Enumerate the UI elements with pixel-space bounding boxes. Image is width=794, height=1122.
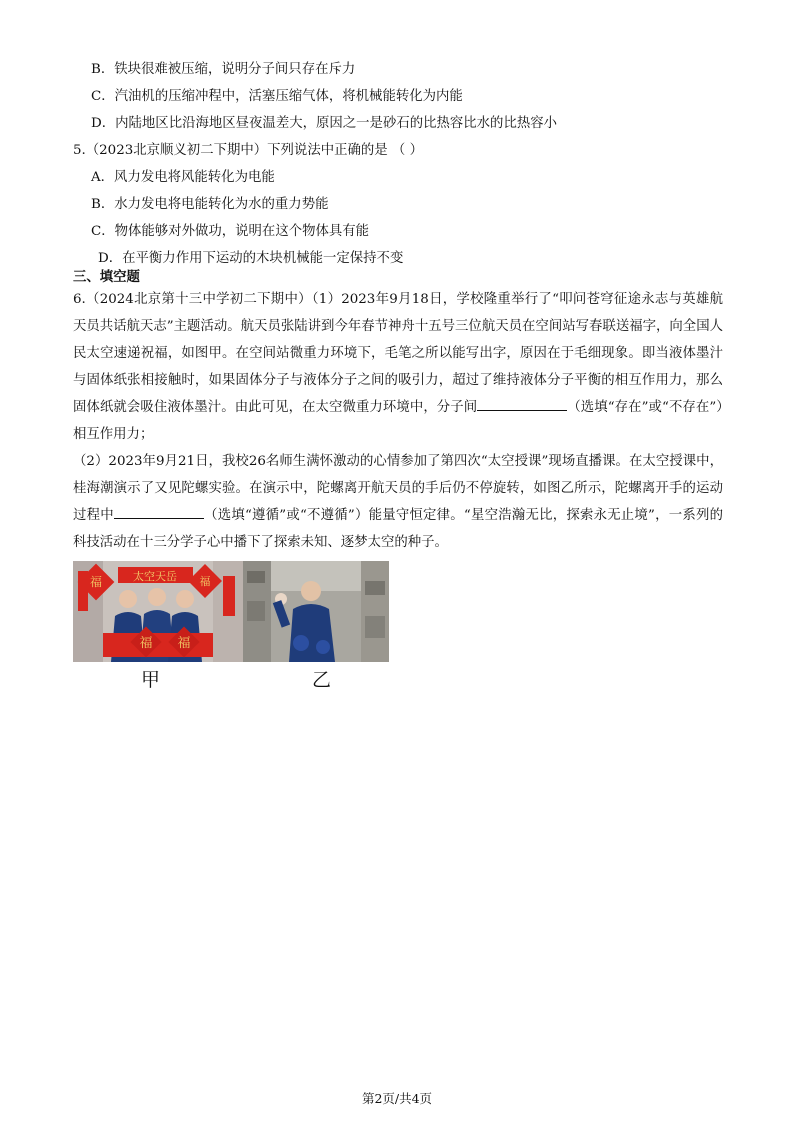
q6-body [73,286,723,556]
answer-blank-2[interactable] [114,504,204,519]
section-title: 三、填空题 [73,269,140,285]
q6-part2-tail: （选填“遵循”或“不遵循”）能量守恒定律。“星空浩瀚无比，探索永无止境”，一系列的科技活动在十三分学子心中播下了探索未知、逐梦太空的种子。 [73,508,723,550]
q6-part2 [73,448,723,556]
q5-option-c: C．物体能够对外做功，说明在这个物体具有能 [91,224,370,239]
q5-option-a: A．风力发电将风能转化为电能 [91,170,275,185]
banner-text: 太空天岳 [133,570,177,583]
answer-blank-1[interactable] [477,396,567,411]
page-footer: 第2页/共4页 [361,1091,433,1106]
q4-option-b: B．铁块很难被压缩，说明分子间只存在斥力 [91,62,356,77]
q6-part2-text: （2）2023年9月21日，我校26名师生满怀激动的心情参加了第四次“太空授课”现场直播课。在太空授课中，桂海潮演示了又见陀螺实验。在演示中，陀螺离开航天员的手后仍不停旋转，如图乙所示，陀螺离开手的运动过程中 [73,454,723,523]
fu-char-2: 福 [199,575,211,588]
q6-part1-tail: （选填“存在”或“不存在”）相互作用力； [73,400,723,442]
q5-stem: 5.（2023北京顺义初二下期中）下列说法中正确的是 （ ） [73,143,423,158]
q5-option-b: B．水力发电将电能转化为水的重力势能 [91,197,329,212]
figure-jia-caption: 甲 [141,669,161,691]
figure-yi-photo [243,561,389,662]
q6-part1-text: 6.（2024北京第十三中学初二下期中）（1）2023年9月18日，学校隆重举行了“叩问苍穹征途永志与英雄航天员共话航天志”主题活动。航天员张陆讲到今年春节神舟十五号三位航天员在空间站写春联送福字，向全国人民太空速递祝福，如图甲。在空间站微重力环境下，毛笔之所以能写出字，原因在于毛细现象。即当液体墨汁与固体纸张相接触时，如果固体分子与液体分子之间的吸引力，超过了维持液体分子平衡的相互作用力，那么固体纸就会吸住液体墨汁。由此可见，在太空微重力环境中，分子间 [73,292,723,415]
fu-char-4: 福 [177,636,191,651]
figure-yi-caption: 乙 [312,669,332,691]
fu-char-1: 福 [89,575,103,589]
q5-option-d: D．在平衡力作用下运动的木块机械能一定保持不变 [98,251,404,266]
q6-part1 [73,286,723,448]
q4-option-d: D．内陆地区比沿海地区昼夜温差大，原因之一是砂石的比热容比水的比热容小 [91,116,558,131]
q4-option-c: C．汽油机的压缩冲程中，活塞压缩气体，将机械能转化为内能 [91,89,463,104]
fu-char-3: 福 [139,636,153,651]
figure-jia-photo [73,561,243,662]
